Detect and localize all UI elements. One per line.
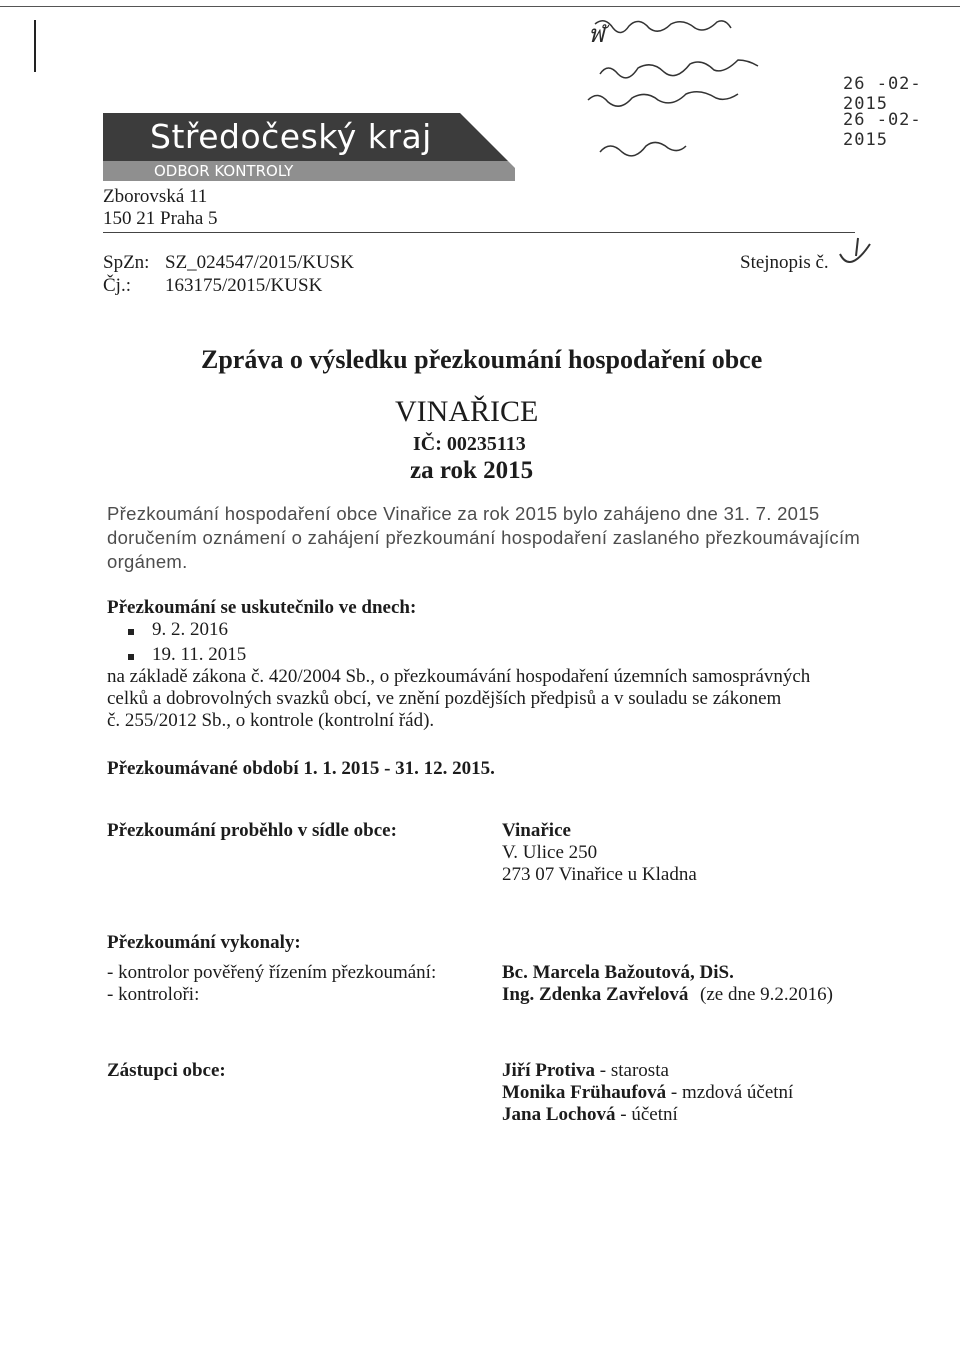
- inspector-note: (ze dne 9.2.2016): [700, 984, 833, 1005]
- representative-name: Jana Lochová: [502, 1104, 616, 1125]
- bullet: [128, 654, 134, 660]
- cj-value: 163175/2015/KUSK: [165, 275, 323, 296]
- lead-inspector-name: Bc. Marcela Bažoutová, DiS.: [502, 962, 734, 983]
- municipality-name: VINAŘICE: [395, 395, 539, 428]
- place-label: Přezkoumání proběhlo v sídle obce:: [107, 820, 397, 841]
- representative-role: - účetní: [620, 1104, 678, 1125]
- handwritten-scribble: [560, 12, 810, 162]
- margin-mark: [34, 20, 36, 72]
- dates-heading: Přezkoumání se uskutečnilo ve dnech:: [107, 597, 417, 618]
- place-street: V. Ulice 250: [502, 842, 598, 863]
- cj-label: Čj.:: [103, 275, 131, 296]
- representative-row: [502, 1104, 678, 1126]
- bullet: [128, 629, 134, 635]
- law-line-1: na základě zákona č. 420/2004 Sb., o přezkoumávání hospodaření územních samosprávných: [107, 666, 811, 687]
- law-line-2: celků a dobrovolných svazků obcí, ve znění pozdějších předpisů a v souladu se zákonem: [107, 688, 782, 709]
- spzn-label: SpZn:: [103, 252, 150, 273]
- inspectors-label: - kontroloři:: [107, 984, 200, 1005]
- address-street: Zborovská 11: [103, 186, 208, 207]
- representative-name: Jiří Protiva: [502, 1060, 596, 1081]
- handwritten-note-line1: ฬ: [588, 20, 608, 48]
- received-stamp-date-2: 26 -02- 2015: [843, 110, 922, 150]
- spzn-value: SZ_024547/2015/KUSK: [165, 252, 354, 273]
- address-city: 150 21 Praha 5: [103, 208, 218, 229]
- law-line-3: č. 255/2012 Sb., o kontrole (kontrolní řád).: [107, 710, 435, 731]
- report-title: Zpráva o výsledku přezkoumání hospodaření obce: [201, 345, 763, 374]
- intro-line-3: orgánem.: [107, 551, 188, 572]
- performed-heading: Přezkoumání vykonaly:: [107, 932, 301, 953]
- top-border-line: [0, 6, 960, 7]
- representative-role: - starosta: [599, 1060, 669, 1081]
- date-item-2: 19. 11. 2015: [152, 644, 247, 665]
- inspector-name: Ing. Zdenka Zavřelová: [502, 984, 689, 1005]
- logo-subtitle: ODBOR KONTROLY: [154, 162, 294, 180]
- representative-row: [502, 1060, 669, 1082]
- representative-row: [502, 1082, 793, 1104]
- representatives-label: Zástupci obce:: [107, 1060, 226, 1081]
- intro-line-2: doručením oznámení o zahájení přezkoumání hospodaření zaslaného přezkoumávajícím: [107, 527, 861, 548]
- representative-name: Monika Frühaufová: [502, 1082, 667, 1103]
- received-stamp-date-1: 26 -02- 2015: [843, 74, 922, 114]
- date-item-1: 9. 2. 2016: [152, 619, 228, 640]
- logo-corner-cut: [460, 113, 528, 181]
- intro-line-1: Přezkoumání hospodaření obce Vinařice za rok 2015 bylo zahájeno dne 31. 7. 2015: [107, 503, 820, 524]
- place-name: Vinařice: [502, 820, 571, 841]
- report-year: za rok 2015: [410, 457, 534, 484]
- header-divider: [103, 232, 855, 233]
- logo-title: Středočeský kraj: [150, 117, 432, 156]
- lead-inspector-label: - kontrolor pověřený řízením přezkoumání:: [107, 962, 437, 983]
- handwritten-copy-number: [832, 232, 877, 282]
- review-period: Přezkoumávané období 1. 1. 2015 - 31. 12. 2015.: [107, 758, 495, 779]
- stejnopis-label: Stejnopis č.: [740, 252, 829, 273]
- representative-role: - mzdová účetní: [670, 1082, 794, 1103]
- municipality-ico: IČ: 00235113: [413, 433, 526, 455]
- place-city: 273 07 Vinařice u Kladna: [502, 864, 697, 885]
